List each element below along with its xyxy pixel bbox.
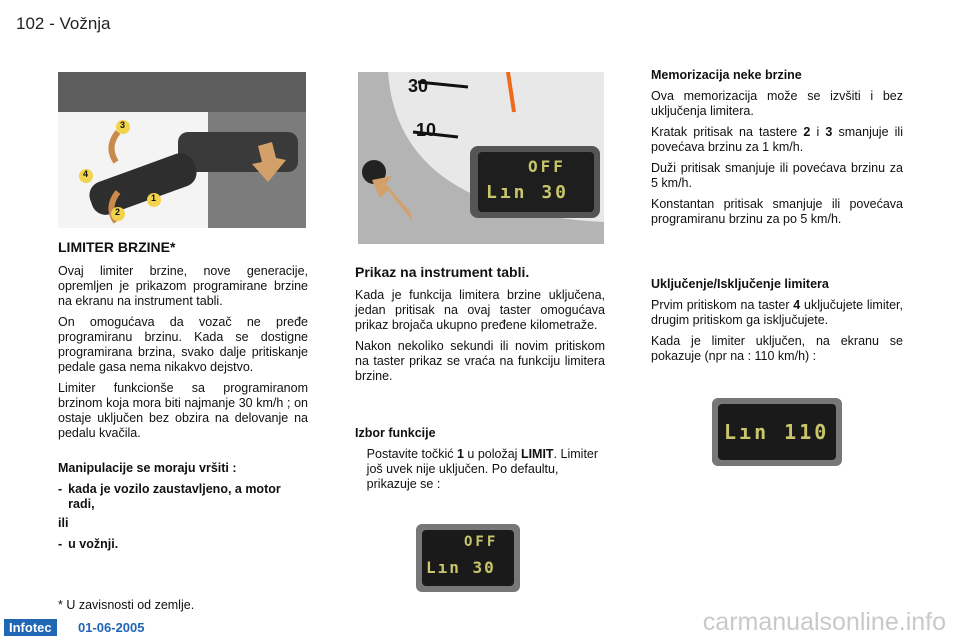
footer-date: 01-06-2005 bbox=[78, 620, 145, 635]
paragraph: Duži pritisak smanjuje ili povećava brzinu za 5 km/h. bbox=[651, 161, 903, 190]
list-item bbox=[355, 447, 605, 492]
dial-illustration bbox=[358, 72, 604, 244]
paragraph: Nakon nekoliko sekundi ili novim pritiskom na taster prikaz se vraća na funkciju limitera brzine. bbox=[355, 339, 605, 383]
izbor-text-b: u položaj bbox=[463, 447, 521, 461]
footnote: * U zavisnosti od zemlje. bbox=[58, 598, 195, 612]
uk-text-b: uključujete limiter, drugim pritiskom ga isključujete. bbox=[651, 298, 903, 327]
paragraph: Kada je limiter uključen, na ekranu se pokazuje (npr na : 110 km/h) : bbox=[651, 334, 903, 363]
key-3: 3 bbox=[825, 125, 833, 139]
paragraph: Limiter funkcionše sa programiranom brzinom koja mora biti najmanje 30 km/h ; on ostaje uključen bez obzira na delovanje na pedalu kvačila. bbox=[58, 381, 308, 440]
middle-column bbox=[355, 265, 605, 496]
uk-text-a: Prvim pritiskom na taster bbox=[651, 298, 794, 312]
list-item-text: u vožnji. bbox=[68, 537, 119, 551]
izbor-text bbox=[367, 447, 605, 492]
key-2: 2 bbox=[803, 125, 811, 139]
left-column bbox=[58, 240, 308, 556]
right-column bbox=[651, 68, 903, 370]
manip-title: Manipulacije se moraju vršiti : bbox=[58, 461, 237, 475]
izbor-limit: LIMIT bbox=[520, 447, 554, 461]
list-item bbox=[58, 482, 308, 512]
lcd-bottom-line2: Lın 30 bbox=[426, 558, 496, 577]
hand-pointer-icon bbox=[355, 447, 361, 492]
infotec-logo: Infotec bbox=[4, 619, 57, 636]
callout-1: 1 bbox=[151, 193, 157, 203]
mem-title: Memorizacija neke brzine bbox=[651, 68, 802, 82]
steering-lever-illustration bbox=[58, 72, 306, 228]
dial-number-10: 10 bbox=[416, 120, 437, 140]
paragraph: Ova memorizacija može se izvšiti i bez uključenja limitera. bbox=[651, 89, 903, 118]
callout-4: 4 bbox=[83, 169, 89, 179]
list-item bbox=[58, 537, 308, 552]
paragraph: Ovaj limiter brzine, nove generacije, opremljen je prikazom programirane brzine na ekranu na instrument tabli. bbox=[58, 264, 308, 308]
list-item-text: kada je vozilo zaustavljeno, a motor radi, bbox=[68, 482, 281, 511]
lcd-display-default bbox=[416, 524, 520, 592]
paragraph bbox=[651, 125, 903, 155]
page-title: 102 - Vožnja bbox=[16, 14, 111, 33]
dash-marker: - bbox=[58, 537, 63, 551]
instrument-dial-photo bbox=[358, 72, 604, 244]
steering-lever-photo bbox=[58, 72, 306, 228]
callout-3: 3 bbox=[120, 120, 126, 130]
lcd-right-line: Lın 110 bbox=[724, 420, 830, 444]
or-text: ili bbox=[58, 516, 69, 530]
mem-text-b: smanjuje ili povećava brzinu za 1 km/h. bbox=[651, 125, 903, 154]
and-text: i bbox=[810, 125, 826, 139]
section-title-limiter: LIMITER BRZINE* bbox=[58, 239, 176, 255]
paragraph bbox=[651, 298, 903, 328]
section-title-display: Prikaz na instrument tabli. bbox=[355, 264, 530, 280]
izbor-text-c: . Limiter još uvek nije uključen. Po defaultu, prikazuje se : bbox=[366, 447, 599, 491]
lcd-top-line1: OFF bbox=[528, 157, 566, 176]
lcd-display-active bbox=[712, 398, 842, 466]
callout-2: 2 bbox=[115, 207, 121, 217]
lcd-bottom-line1: OFF bbox=[464, 534, 499, 550]
watermark: carmanualsonline.info bbox=[702, 608, 946, 636]
dial-number-30: 30 bbox=[408, 76, 429, 96]
izbor-title: Izbor funkcije bbox=[355, 426, 436, 440]
uk-title: Uključenje/Isključenje limitera bbox=[651, 277, 829, 291]
dash-marker: - bbox=[58, 482, 63, 496]
paragraph: Kada je funkcija limitera brzine uključena, jedan pritisak na ovaj taster omogućava prikaz brojača ukupno pređene kilometraže. bbox=[355, 288, 605, 332]
izbor-text-a: Postavite točkić bbox=[366, 447, 457, 461]
paragraph: Konstantan pritisak smanjuje ili povećava programiranu brzinu za po 5 km/h. bbox=[651, 197, 903, 226]
lcd-top-line2: Lın 30 bbox=[486, 182, 570, 203]
key-4: 4 bbox=[793, 298, 801, 312]
paragraph: On omogućava da vozač ne pređe programiranu brzinu. Kada se dostigne programirana brzina, svako dalje pritiskanje pedale gasa nema nikakvo dejstvo. bbox=[58, 315, 308, 374]
mem-text-a: Kratak pritisak na tastere bbox=[651, 125, 804, 139]
izbor-num: 1 bbox=[457, 447, 464, 461]
